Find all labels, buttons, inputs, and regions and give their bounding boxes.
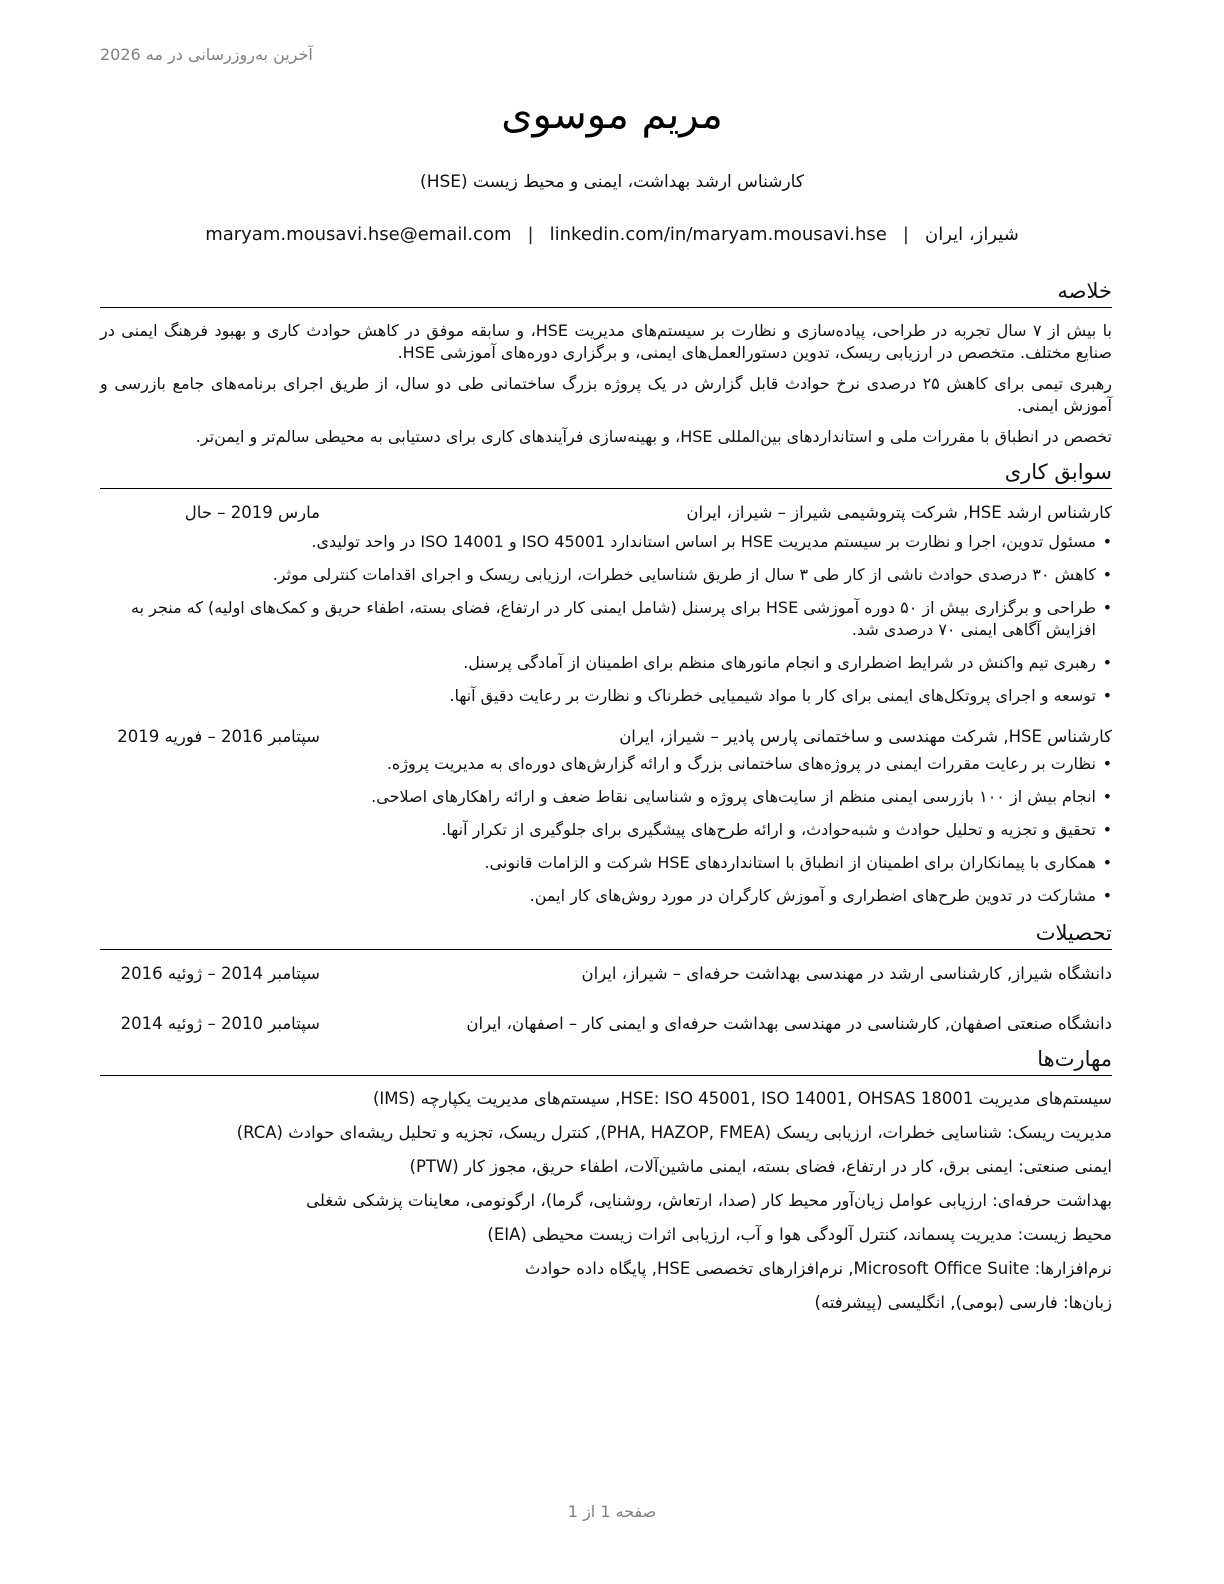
job-bullet: • مشارکت در تدوین طرح‌های اضطراری و آموزش کارگران در مورد روش‌های کار ایمن.: [100, 885, 1112, 907]
job-bullet: • کاهش ۳۰ درصدی حوادث ناشی از کار طی ۳ سال از طریق شناسایی خطرات، ارزیابی ریسک و اجرای اقدامات کنترلی موثر.: [100, 564, 1112, 586]
skill-line: بهداشت حرفه‌ای: ارزیابی عوامل زیان‌آور محیط کار (صدا، ارتعاش، روشنایی، گرما)، ارگونومی، معاینات پزشکی شغلی: [306, 1191, 1112, 1210]
contact-linkedin[interactable]: linkedin.com/in/maryam.mousavi.hse: [549, 224, 887, 245]
experience-section: [100, 457, 1112, 907]
skill-line: محیط زیست: مدیریت پسماند، کنترل آلودگی هوا و آب، ارزیابی اثرات زیست محیطی (EIA): [487, 1225, 1112, 1244]
skill-line: زبان‌ها: فارسی (بومی), انگلیسی (پیشرفته): [814, 1293, 1112, 1312]
education-section: [100, 918, 1112, 1036]
job-bullets: [100, 531, 1112, 707]
job-dates: سپتامبر 2016 – فوریه 2019: [117, 727, 320, 746]
contact-location: شیراز، ایران: [924, 224, 1019, 245]
job-role-company: کارشناس HSE, شرکت مهندسی و ساختمانی پارس پادیر – شیراز، ایران: [619, 727, 1112, 746]
job-bullet: • مسئول تدوین، اجرا و نظارت بر سیستم مدیریت HSE بر اساس استاندارد ISO 45001 و ISO 14001 در واحد تولیدی.: [100, 531, 1112, 553]
skills-section: [100, 1044, 1112, 1314]
summary-heading: خلاصه: [100, 276, 1112, 308]
job-bullet: • همکاری با پیمانکاران برای اطمینان از انطباق با استانداردهای HSE شرکت و الزامات قانونی.: [100, 852, 1112, 874]
job-header: [100, 501, 1112, 525]
education-school-degree: دانشگاه صنعتی اصفهان, کارشناسی در مهندسی بهداشت حرفه‌ای و ایمنی کار – اصفهان، ایران: [466, 1014, 1112, 1033]
education-entry: [100, 1012, 1112, 1036]
skill-line: ایمنی صنعتی: ایمنی برق، کار در ارتفاع، فضای بسته، ایمنی ماشین‌آلات، اطفاء حریق، مجوز کار (PTW): [409, 1157, 1112, 1176]
skill-line: نرم‌افزارها: Microsoft Office Suite, نرم‌افزارهای تخصصی HSE, پایگاه داده حوادث: [524, 1259, 1112, 1278]
summary-paragraph: تخصص در انطباق با مقررات ملی و استانداردهای بین‌المللی HSE، و بهینه‌سازی فرآیندهای کاری برای دستیابی به محیطی سالم‌تر و ایمن‌تر.: [195, 427, 1112, 446]
last-updated-note: آخرین به‌روزرسانی در مه 2026: [100, 45, 313, 64]
job-entry: [100, 725, 1112, 907]
education-school-degree: دانشگاه شیراز, کارشناسی ارشد در مهندسی بهداشت حرفه‌ای – شیراز، ایران: [581, 964, 1112, 983]
job-bullets: [100, 753, 1112, 907]
job-bullet: • انجام بیش از ۱۰۰ بازرسی ایمنی منظم از سایت‌های پروژه و شناسایی نقاط ضعف و ارائه راهکارهای اصلاحی.: [100, 786, 1112, 808]
summary-section: [100, 276, 1112, 448]
candidate-name: مریم موسوی: [501, 92, 723, 138]
education-dates: سپتامبر 2014 – ژوئیه 2016: [120, 964, 320, 983]
education-dates: سپتامبر 2010 – ژوئیه 2014: [120, 1014, 320, 1033]
job-role-company: کارشناس ارشد HSE, شرکت پتروشیمی شیراز – شیراز، ایران: [686, 503, 1112, 522]
job-bullet: • نظارت بر رعایت مقررات ایمنی در پروژه‌های ساختمانی بزرگ و ارائه گزارش‌های دوره‌ای به مدیریت پروژه.: [100, 753, 1112, 775]
page-number: صفحه 1 از 1: [567, 1502, 657, 1521]
skills-heading: مهارت‌ها: [100, 1044, 1112, 1076]
job-bullet: • توسعه و اجرای پروتکل‌های ایمنی برای کار با مواد شیمیایی خطرناک و نظارت بر رعایت دقیق آنها.: [100, 685, 1112, 707]
candidate-title: کارشناس ارشد بهداشت، ایمنی و محیط زیست (HSE): [420, 172, 804, 192]
job-bullet: • تحقیق و تجزیه و تحلیل حوادث و شبه‌حوادث، و ارائه طرح‌های پیشگیری برای جلوگیری از تکرار آنها.: [100, 819, 1112, 841]
job-entry: [100, 501, 1112, 707]
job-bullet: • طراحی و برگزاری بیش از ۵۰ دوره آموزشی HSE برای پرسنل (شامل ایمنی کار در ارتفاع، فضای بسته، اطفاء حریق و کمک‌های اولیه) که منجر به افزایش آگاهی ایمنی ۷۰ درصدی شد.: [100, 597, 1112, 641]
job-bullet: • رهبری تیم واکنش در شرایط اضطراری و انجام مانورهای منظم برای اطمینان از آمادگی پرسنل.: [100, 652, 1112, 674]
contact-email[interactable]: maryam.mousavi.hse@email.com: [205, 224, 512, 245]
skill-line: سیستم‌های مدیریت HSE: ISO 45001, ISO 14001, OHSAS 18001, سیستم‌های مدیریت یکپارچه (IMS): [372, 1089, 1112, 1108]
resume-body: [100, 276, 1112, 1326]
education-heading: تحصیلات: [100, 918, 1112, 950]
education-entry: [100, 962, 1112, 986]
contact-separator: |: [527, 224, 534, 245]
summary-paragraph: با بیش از ۷ سال تجربه در طراحی، پیاده‌سازی و نظارت بر سیستم‌های مدیریت HSE، و سابقه موفق در کاهش حوادث کاری و بهبود فرهنگ ایمنی در صنایع مختلف. متخصص در ارزیابی ریسک، تدوین دستورالعمل‌های ایمنی، و برگزاری دوره‌های آموزشی HSE.: [100, 321, 1112, 362]
job-dates: مارس 2019 – حال: [184, 503, 320, 522]
contact-separator: |: [902, 224, 909, 245]
contact-line: [0, 224, 1224, 245]
job-header: [100, 725, 1112, 749]
summary-paragraph: رهبری تیمی برای کاهش ۲۵ درصدی نرخ حوادث قابل گزارش در یک پروژه بزرگ ساختمانی طی دو سال، از طریق اجرای برنامه‌های جامع بازرسی و آموزش ایمنی.: [100, 374, 1112, 415]
skill-line: مدیریت ریسک: شناسایی خطرات، ارزیابی ریسک (PHA, HAZOP, FMEA), کنترل ریسک، تجزیه و تحلیل ریشه‌ای حوادث (RCA): [236, 1123, 1112, 1142]
experience-heading: سوابق کاری: [100, 457, 1112, 489]
